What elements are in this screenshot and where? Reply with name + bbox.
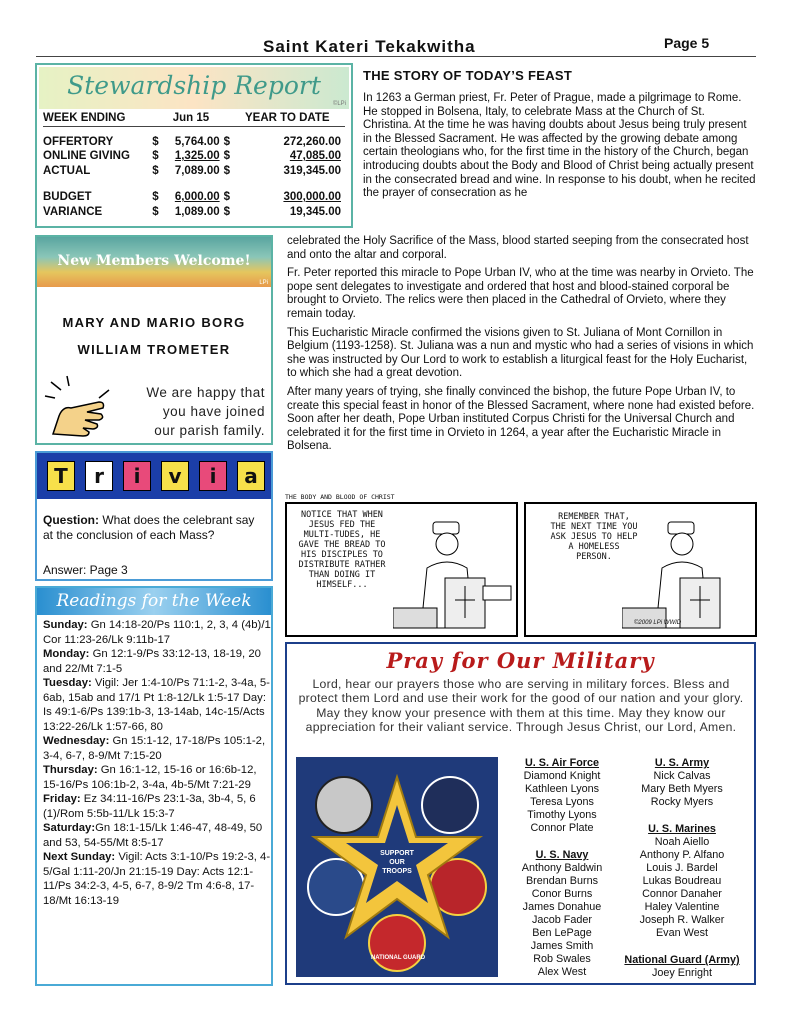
comic-panel-2: [524, 502, 757, 637]
roster-navy: U. S. Navy Anthony Baldwin Brendan Burns Conor Burns James Donahue Jacob Fader Ben LePage James Smith Rob Swales Alex West: [521, 849, 603, 978]
story-paragraph: In 1263 a German priest, Fr. Peter of Prague, made a pilgrimage to Rome. He stopped in Bolsena, Italy, to celebrate Mass at the Church of St. Christina. At the time he was having doubts about Jesus being truly present in the Blessed Sacrament. He was affected by the growing debate among certain theologians who, for the first time in the history of the Church, began introducing doubts about the Body and Blood of Christ being actually present in the consecrated bread and wine. In response to his doubt, when he recited the prayer of consecration as he: [363, 92, 756, 200]
readings-list: [43, 618, 271, 908]
new-members-banner: [37, 237, 271, 287]
roster-national-guard: National Guard (Army) Joey Enright: [624, 954, 740, 979]
story-body-bottom: [287, 235, 757, 459]
readings-title: Readings for the Week: [56, 591, 252, 611]
row-label: VARIANCE: [43, 205, 103, 218]
list-item: Sunday: Gn 14:18-20/Ps 110:1, 2, 3, 4 (4b)/1 Cor 11:23-26/Lk 9:11b-17: [43, 619, 271, 646]
ytd-amount: 319,345.00: [283, 164, 341, 177]
col-week-ending: WEEK ENDING: [43, 111, 152, 126]
national-guard-label: NATIONAL GUARD: [370, 955, 426, 961]
week-amount: 7,089.00: [174, 164, 220, 177]
priest-at-altar-illustration: [622, 508, 752, 634]
row-label: OFFERTORY: [43, 135, 114, 148]
comic-caption: THE BODY AND BLOOD OF CHRIST: [285, 493, 395, 501]
story-body-top: [363, 92, 756, 206]
member-name: MARY AND MARIO BORG: [62, 315, 246, 330]
stewardship-table: [43, 111, 345, 219]
table-row: ACTUAL $ 7,089.00 $ 319,345.00: [43, 164, 345, 179]
military-prayer: Lord, hear our prayers those who are serving in military forces. Bless and protect them Lord and use their work for the good of our nation and your glory. May they know your presence with them at this time. May they know our appreciation for their valiant service. Through Jesus Christ, our Lord, Amen.: [298, 677, 744, 735]
week-amount: 1,089.00: [174, 205, 220, 218]
trivia-question: Question: What does the celebrant say at the conclusion of each Mass?: [43, 513, 255, 542]
col-ytd: YEAR TO DATE: [234, 111, 345, 126]
roster-air-force: U. S. Air Force Diamond Knight Kathleen Lyons Teresa Lyons Timothy Lyons Connor Plate: [523, 757, 601, 834]
ytd-amount: 272,260.00: [283, 135, 341, 148]
lpi-credit: ©LPi: [332, 101, 346, 107]
waving-hand-icon: [43, 372, 113, 442]
ytd-amount: 47,085.00: [289, 150, 341, 163]
trivia-letter: r: [85, 461, 113, 491]
list-item: Friday: Ez 34:11-16/Ps 23:1-3a, 3b-4, 5, 6 (1)/Rom 5:5b-11/Lk 15:3-7: [43, 793, 256, 820]
speech-bubble: REMEMBER THAT, THE NEXT TIME YOU ASK JESUS TO HELP A HOMELESS PERSON.: [550, 512, 638, 562]
story-paragraph: celebrated the Holy Sacrifice of the Mass, blood started seeping from the consecrated host and onto the altar and corporal.: [287, 235, 749, 261]
table-header-row: [43, 111, 345, 126]
table-row: ONLINE GIVING $ 1,325.00 $ 47,085.00: [43, 150, 341, 163]
ytd-amount: 300,000.00: [283, 191, 341, 204]
story-paragraph: After many years of trying, she finally convinced the bishop, the future Pope Urban IV, to create this special feast in honor of the Blessed Sacrament, where none had existed before. Soon after her death, Pope Urban instituted Corpus Christi for the Universal Church and celebrated it for the first time in Orvieto in 1264, a year after the Eucharistic Miracle in Bolsena.: [287, 385, 755, 453]
table-row: BUDGET $ 6,000.00 $ 300,000.00: [43, 191, 341, 204]
newsletter-title: Saint Kateri Tekakwitha: [263, 37, 476, 56]
list-item: Wednesday: Gn 15:1-12, 17-18/Ps 105:1-2, 3-4, 6-7, 8-9/Mt 7:15-20: [43, 735, 266, 762]
member-name: WILLIAM TROMETER: [77, 342, 231, 357]
row-label: ONLINE GIVING: [43, 150, 130, 163]
story-title: THE STORY OF TODAY’S FEAST: [363, 68, 573, 83]
speech-bubble: NOTICE THAT WHEN JESUS FED THE MULTI-TUDES, HE GAVE THE BREAD TO HIS DISCIPLES TO DISTRIBUTE RATHER THAN DOING IT HIMSELF...: [298, 510, 386, 590]
new-members-box: [35, 235, 273, 445]
support-our-troops-emblem: [296, 757, 498, 977]
story-paragraph: This Eucharistic Miracle confirmed the visions given to St. Juliana of Mont Cornillon in Belgium (1193-1258). St. Juliana was a nun and mystic who had a series of visions in which she was instructed by Our Lord to work to establish a liturgical feast for the Holy Eucharist, to which she had a great devotion.: [287, 326, 754, 380]
list-item: Monday: Gn 12:1-9/Ps 33:12-13, 18-19, 20 and 22/Mt 7:1-5: [43, 648, 261, 675]
list-item: Thursday: Gn 16:1-12, 15-16 or 16:6b-12, 15-16/Ps 106:1b-2, 3-4a, 4b-5/Mt 7:21-29: [43, 764, 257, 791]
military-prayer-box: [285, 642, 756, 985]
week-amount: 1,325.00: [174, 150, 220, 163]
stewardship-report: [35, 63, 353, 228]
trivia-letter: v: [161, 461, 189, 491]
lpi-credit: LPi: [259, 280, 268, 286]
roster-marines: U. S. Marines Noah Aiello Anthony P. Alfano Louis J. Bardel Lukas Boudreau Connor Danaher Haley Valentine Joseph R. Walker Evan West: [639, 823, 725, 939]
col-date: Jun 15: [162, 111, 223, 126]
list-item: Tuesday: Vigil: Jer 1:4-10/Ps 71:1-2, 3-4a, 5-6ab, 15ab and 17/1 Pt 1:8-12/Lk 1:5-17 Day: Is 49:1-6/Ps 139:1b-3, 13-14ab, 14c-15/Acts 13:22-26/Lk 1:57-66, 80: [43, 677, 270, 733]
row-label: BUDGET: [43, 191, 92, 204]
priest-at-altar-illustration: [393, 508, 513, 634]
roster-army: U. S. Army Nick Calvas Mary Beth Myers Rocky Myers: [641, 757, 723, 808]
stewardship-banner: [39, 67, 349, 109]
list-item: Saturday:Gn 18:1-15/Lk 1:46-47, 48-49, 50 and 53, 54-55/Mt 8:5-17: [43, 822, 263, 849]
military-title: Pray for Our Military: [386, 648, 655, 673]
stewardship-banner-title: Stewardship Report: [67, 71, 321, 100]
list-item: Next Sunday: Vigil: Acts 3:1-10/Ps 19:2-3, 4-5/Gal 1:11-20/Jn 21:15-19 Day: Acts 12:1-11/Ps 34:2-3, 4-5, 6-7, 8-9/2 Tm 4:6-8, 17-18/Mt 16:13-19: [43, 851, 271, 907]
table-row: VARIANCE $ 1,089.00 $ 19,345.00: [43, 205, 345, 220]
trivia-answer: Answer: Page 3: [43, 563, 128, 577]
welcome-message: We are happy that you have joined our parish family.: [146, 385, 265, 438]
comic-panel-1: [285, 502, 518, 637]
page-number: Page 5: [664, 35, 710, 51]
trivia-letter: i: [199, 461, 227, 491]
readings-banner: [37, 588, 271, 615]
trivia-letter: i: [123, 461, 151, 491]
week-amount: 6,000.00: [174, 191, 220, 204]
new-members-title: New Members Welcome!: [57, 253, 251, 269]
story-paragraph: Fr. Peter reported this miracle to Pope Urban IV, who at the time was nearby in Orvieto. The pope sent delegates to investigate and ordered that host and blood-stained corporal be brought to Orvieto. The relics were then placed in the Cathedral of Orvieto, where they remain today.: [287, 267, 754, 320]
ytd-amount: 19,345.00: [289, 205, 341, 218]
row-label: ACTUAL: [43, 164, 91, 177]
readings-box: [35, 586, 273, 986]
emblem-text: SUPPORT OUR TROOPS: [380, 850, 414, 875]
comic-signature: ©2009 LPi WWID: [634, 620, 682, 626]
table-row: OFFERTORY $ 5,764.00 $ 272,260.00: [43, 135, 345, 150]
header-divider: [36, 56, 756, 57]
week-amount: 5,764.00: [174, 135, 220, 148]
trivia-box: [35, 451, 273, 581]
trivia-letter: T: [47, 461, 75, 491]
trivia-banner: [37, 453, 271, 499]
trivia-letter: a: [237, 461, 265, 491]
